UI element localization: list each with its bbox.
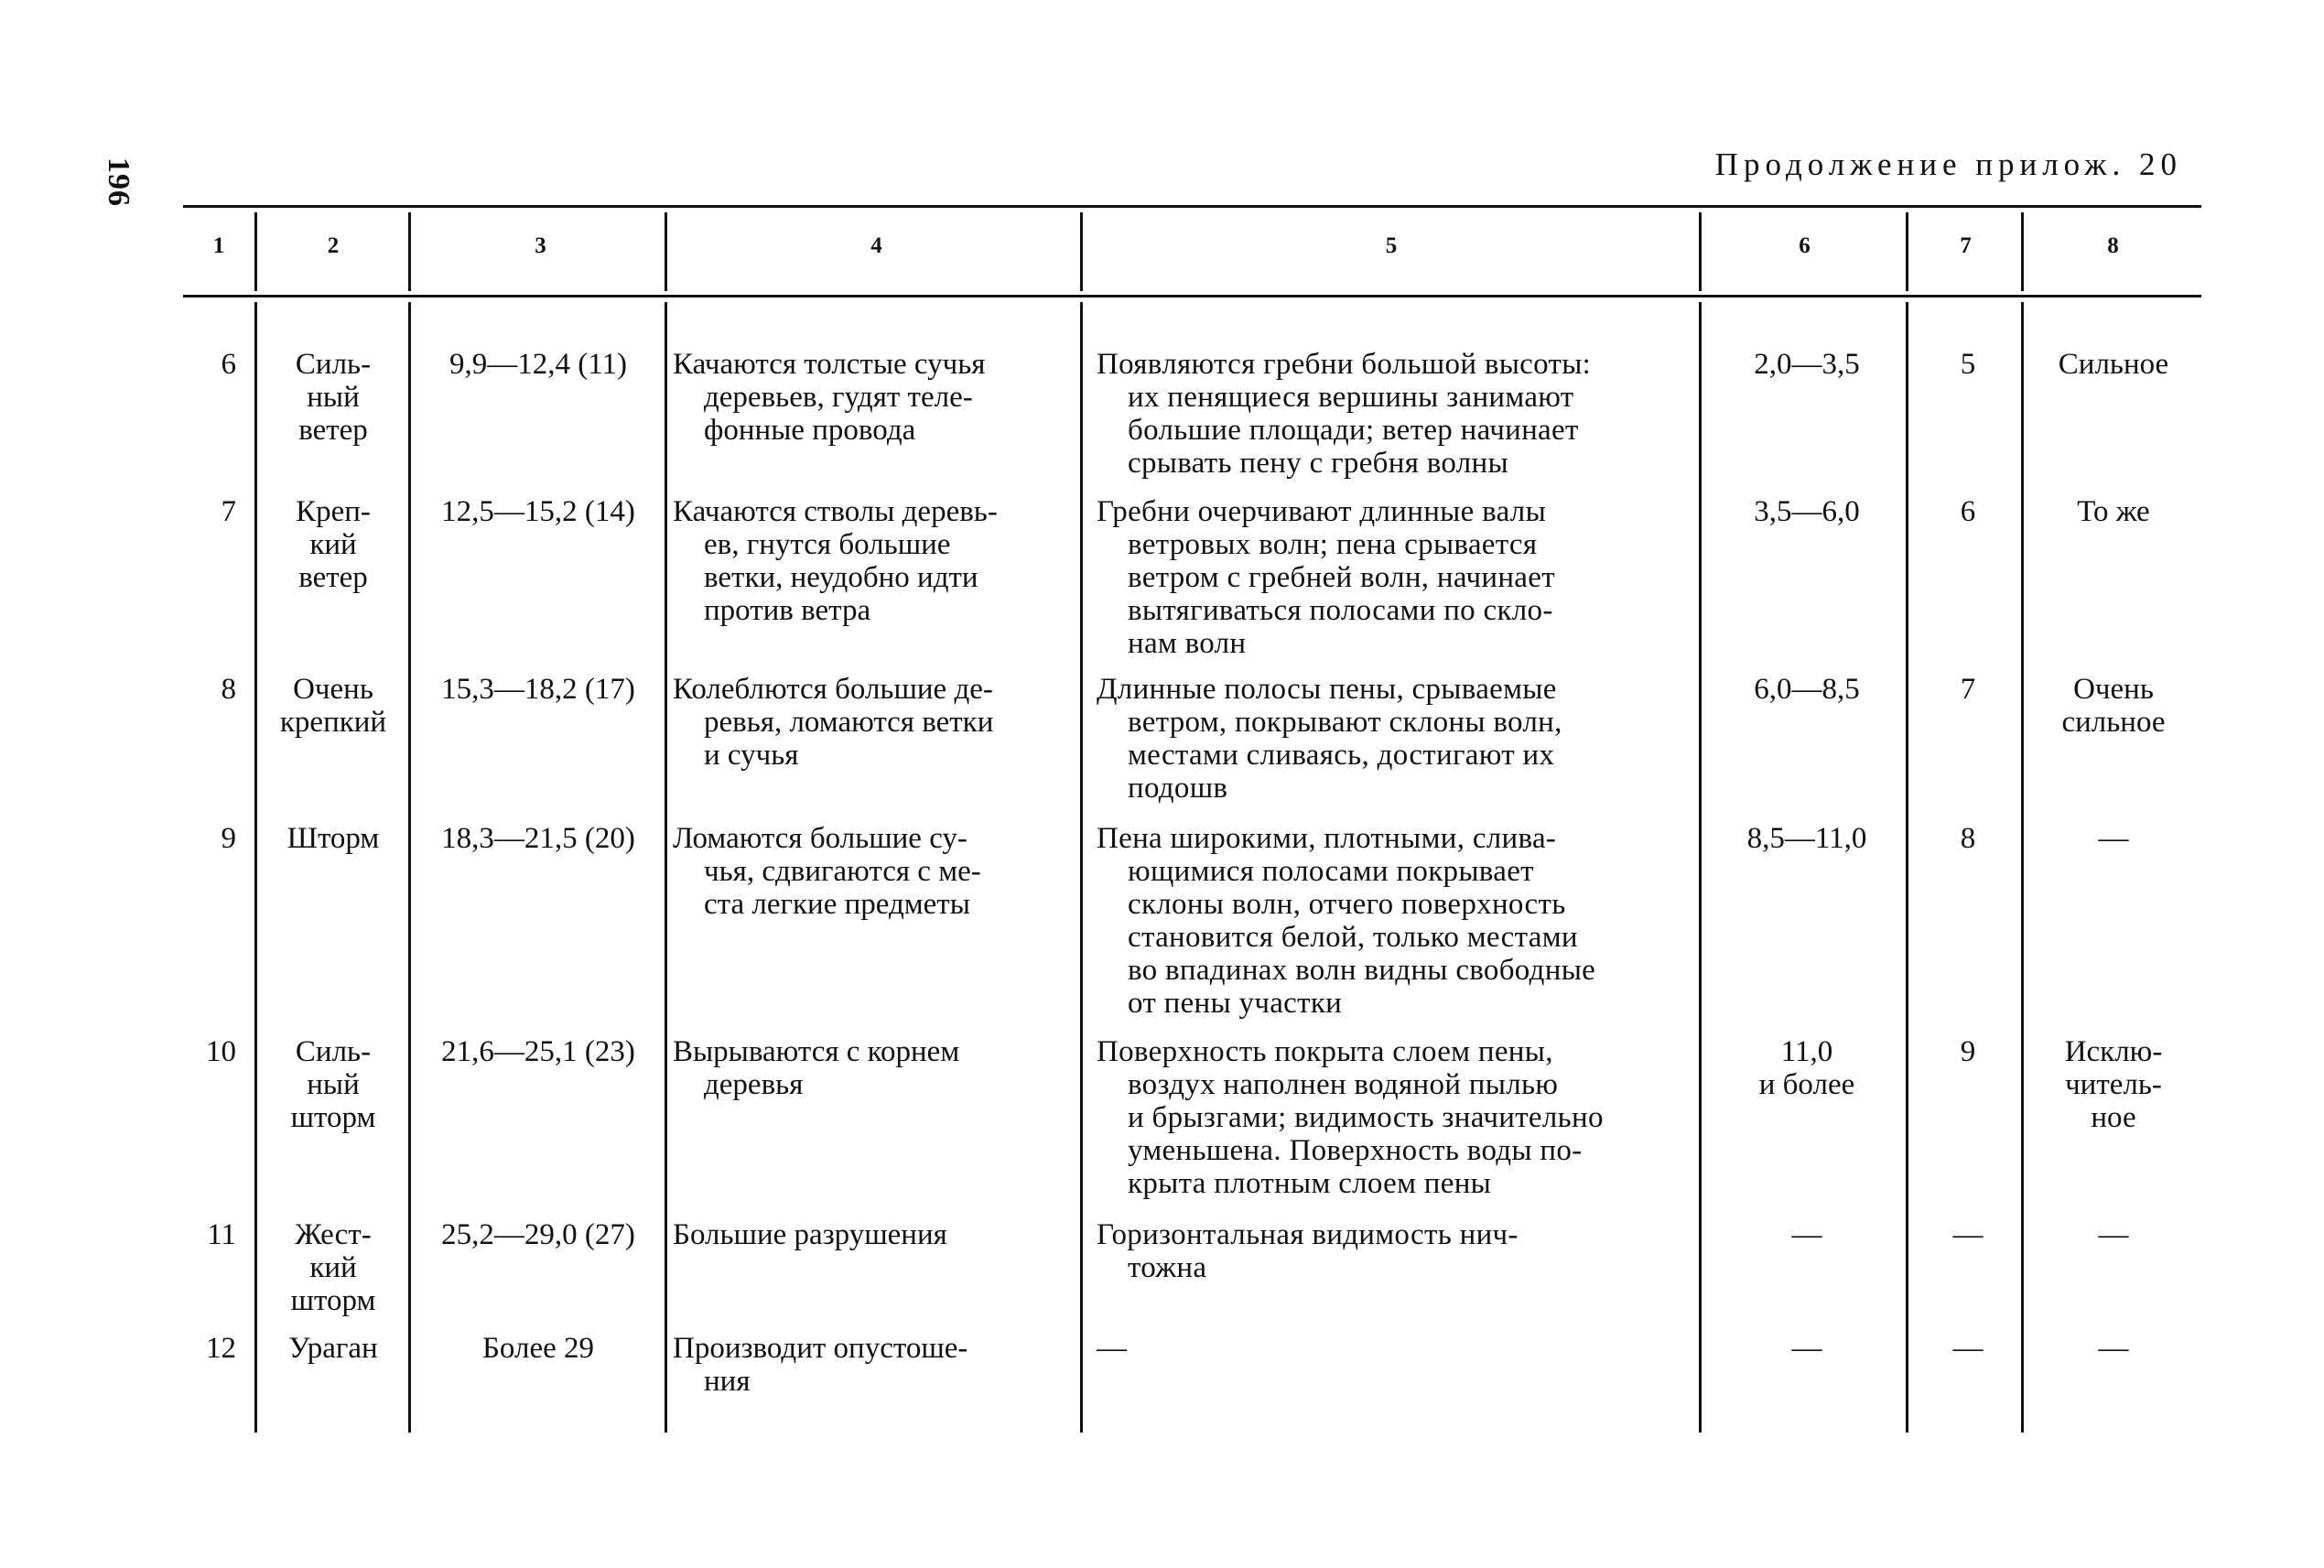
wind-name-line: ный xyxy=(307,1068,360,1101)
sea-state-line: Очень xyxy=(2073,673,2154,706)
row-number-cell xyxy=(183,673,254,706)
sea-score-cell xyxy=(1913,822,2023,855)
sea-signs-line: подошв xyxy=(1128,772,1228,805)
sea-signs-line: уменьшена. Поверхность воды по- xyxy=(1128,1134,1583,1167)
sea-signs-line: ветровых волн; пена срывается xyxy=(1128,528,1538,561)
wind-name-cell xyxy=(258,1332,408,1365)
row-number-cell xyxy=(183,495,254,528)
sea-signs-line: Гребни очерчивают длинные валы xyxy=(1097,495,1547,528)
wind-speed-line: 25,2—29,0 (27) xyxy=(441,1218,635,1251)
row-number-line: 12 xyxy=(206,1332,236,1365)
sea-score-line: — xyxy=(1952,1218,1984,1251)
land-signs-line: Качаются стволы деревь- xyxy=(673,495,998,528)
wave-height-cell xyxy=(1706,822,1908,855)
sea-score-line: 9 xyxy=(1960,1035,1976,1068)
sea-signs-line: становится белой, только местами xyxy=(1128,921,1578,954)
column-divider-2-head xyxy=(408,212,411,291)
wave-height-line: — xyxy=(1791,1218,1822,1251)
table-top-rule xyxy=(183,205,2201,208)
sea-state-line: — xyxy=(2098,1218,2129,1251)
wave-height-cell xyxy=(1706,348,1908,381)
wave-height-cell xyxy=(1706,1035,1908,1101)
sea-state-line: сильное xyxy=(2061,706,2166,739)
land-signs-line: ревья, ломаются ветки xyxy=(704,706,994,739)
sea-signs-cell xyxy=(1097,673,1693,805)
sea-signs-line: местами сливаясь, достигают их xyxy=(1128,739,1555,772)
sea-signs-line: ющимися полосами покрывает xyxy=(1128,855,1534,888)
land-signs-line: Колеблются большие де- xyxy=(673,673,993,706)
column-divider-5-body xyxy=(1699,302,1702,1433)
land-signs-line: деревья xyxy=(704,1068,804,1101)
column-divider-6-body xyxy=(1906,302,1908,1433)
land-signs-line: против ветра xyxy=(704,594,871,627)
sea-signs-cell xyxy=(1097,495,1693,660)
land-signs-cell xyxy=(673,1332,1076,1398)
sea-signs-line: ветром, покрывают склоны волн, xyxy=(1128,706,1562,739)
wave-height-line: 11,0 xyxy=(1780,1035,1833,1068)
sea-state-cell xyxy=(2027,495,2200,528)
wind-speed-cell xyxy=(412,495,665,528)
sea-signs-line: от пены участки xyxy=(1128,987,1343,1020)
sea-score-cell xyxy=(1913,348,2023,381)
wave-height-cell xyxy=(1706,1332,1908,1365)
wind-name-line: кий xyxy=(309,1251,357,1284)
land-signs-line: ния xyxy=(704,1365,751,1398)
land-signs-line: деревьев, гудят теле- xyxy=(704,381,973,414)
sea-signs-line: их пенящиеся вершины занимают xyxy=(1128,381,1574,414)
sea-signs-line: тожна xyxy=(1128,1251,1207,1284)
wind-name-line: Жест- xyxy=(295,1218,372,1251)
wind-name-cell xyxy=(258,495,408,594)
column-header-3: 3 xyxy=(535,233,546,258)
row-number-line: 11 xyxy=(207,1218,236,1251)
wind-name-line: ветер xyxy=(298,561,368,594)
land-signs-cell xyxy=(673,673,1076,772)
sea-signs-cell xyxy=(1097,1035,1693,1200)
wave-height-line: 6,0—8,5 xyxy=(1754,673,1860,706)
column-header-6: 6 xyxy=(1799,233,1811,258)
column-divider-5-head xyxy=(1699,212,1702,291)
sea-signs-cell xyxy=(1097,1218,1693,1284)
wind-name-cell xyxy=(258,1218,408,1317)
row-number-cell xyxy=(183,822,254,855)
wind-speed-line: 15,3—18,2 (17) xyxy=(441,673,635,706)
row-number-line: 7 xyxy=(221,495,236,528)
wind-name-line: Силь- xyxy=(295,348,372,381)
sea-state-line: читель- xyxy=(2065,1068,2162,1101)
wind-speed-cell xyxy=(412,1035,665,1068)
sea-state-cell xyxy=(2027,1332,2200,1365)
column-header-2: 2 xyxy=(327,233,340,258)
sea-state-cell xyxy=(2027,348,2200,381)
column-divider-1-body xyxy=(254,302,257,1433)
sea-score-line: 8 xyxy=(1960,822,1976,855)
wind-speed-cell xyxy=(412,348,665,381)
sea-score-line: 5 xyxy=(1960,348,1976,381)
sea-signs-line: Поверхность покрыта слоем пены, xyxy=(1097,1035,1553,1068)
sea-state-line: То же xyxy=(2077,495,2150,528)
wind-speed-line: Более 29 xyxy=(481,1332,595,1365)
wave-height-line: 3,5—6,0 xyxy=(1754,495,1860,528)
wind-speed-line: 18,3—21,5 (20) xyxy=(441,822,635,855)
wind-name-line: крепкий xyxy=(279,706,387,739)
row-number-line: 9 xyxy=(221,822,236,855)
sea-signs-line: склоны волн, отчего поверхность xyxy=(1128,888,1566,921)
wind-name-line: Креп- xyxy=(296,495,371,528)
sea-score-cell xyxy=(1913,1332,2023,1365)
sea-state-cell xyxy=(2027,1218,2200,1251)
sea-state-line: Исклю- xyxy=(2064,1035,2163,1068)
sea-signs-cell xyxy=(1097,822,1693,1020)
sea-signs-line: воздух наполнен водяной пылью xyxy=(1128,1068,1559,1101)
wind-name-cell xyxy=(258,1035,408,1134)
sea-signs-line: — xyxy=(1097,1332,1128,1365)
row-number-cell xyxy=(183,348,254,381)
row-number-line: 6 xyxy=(221,348,236,381)
wind-name-line: ветер xyxy=(298,414,368,447)
wind-name-line: Ураган xyxy=(288,1332,378,1365)
land-signs-line: ветки, неудобно идти xyxy=(704,561,978,594)
header-bottom-rule xyxy=(183,295,2201,297)
wind-speed-cell xyxy=(412,1218,665,1251)
wind-speed-cell xyxy=(412,1332,665,1365)
sea-signs-line: Длинные полосы пены, срываемые xyxy=(1097,673,1557,706)
sea-signs-cell xyxy=(1097,348,1693,480)
column-header-5: 5 xyxy=(1385,233,1398,258)
sea-signs-line: во впадинах волн видны свободные xyxy=(1128,954,1596,987)
sea-signs-line: ветром с гребней волн, начинает xyxy=(1128,561,1555,594)
column-header-4: 4 xyxy=(870,233,882,258)
land-signs-line: и сучья xyxy=(704,739,799,772)
wind-name-cell xyxy=(258,673,408,739)
wind-speed-line: 12,5—15,2 (14) xyxy=(441,495,635,528)
sea-signs-line: нам волн xyxy=(1128,627,1247,660)
wave-height-line: и более xyxy=(1758,1068,1855,1101)
page-number: 196 xyxy=(102,157,135,207)
wind-speed-cell xyxy=(412,822,665,855)
column-divider-3-body xyxy=(665,302,667,1433)
sea-score-line: — xyxy=(1952,1332,1984,1365)
wind-name-line: шторм xyxy=(290,1101,376,1134)
column-divider-2-body xyxy=(408,302,411,1433)
wave-height-line: — xyxy=(1791,1332,1822,1365)
land-signs-cell xyxy=(673,348,1076,447)
sea-state-line: ное xyxy=(2091,1101,2136,1134)
continuation-title: Продолжение прилож. 20 xyxy=(1714,146,2182,182)
land-signs-cell xyxy=(673,1035,1076,1101)
land-signs-cell xyxy=(673,1218,1076,1251)
wind-speed-cell xyxy=(412,673,665,706)
wind-name-line: ный xyxy=(307,381,360,414)
row-number-cell xyxy=(183,1218,254,1251)
sea-score-line: 7 xyxy=(1960,673,1976,706)
wind-name-cell xyxy=(258,822,408,855)
wind-name-cell xyxy=(258,348,408,447)
sea-state-line: — xyxy=(2098,822,2129,855)
wind-name-line: Шторм xyxy=(286,822,380,855)
wind-speed-line: 9,9—12,4 (11) xyxy=(449,348,627,381)
wave-height-line: 8,5—11,0 xyxy=(1746,822,1867,855)
sea-signs-line: большие площади; ветер начинает xyxy=(1128,414,1579,447)
sea-signs-line: Пена широкими, плотными, слива- xyxy=(1097,822,1557,855)
wind-speed-line: 21,6—25,1 (23) xyxy=(441,1035,635,1068)
land-signs-line: фонные провода xyxy=(704,414,916,447)
column-divider-4-head xyxy=(1080,212,1083,291)
land-signs-cell xyxy=(673,495,1076,627)
land-signs-line: Производит опустоше- xyxy=(673,1332,968,1365)
sea-score-cell xyxy=(1913,1035,2023,1068)
column-divider-1-head xyxy=(254,212,257,291)
row-number-cell xyxy=(183,1035,254,1068)
land-signs-cell xyxy=(673,822,1076,921)
sea-signs-cell xyxy=(1097,1332,1693,1365)
land-signs-line: чья, сдвигаются с ме- xyxy=(704,855,981,888)
wave-height-cell xyxy=(1706,1218,1908,1251)
sea-state-cell xyxy=(2027,1035,2200,1134)
sea-signs-line: Появляются гребни большой высоты: xyxy=(1097,348,1592,381)
column-header-1: 1 xyxy=(212,233,225,258)
wave-height-line: 2,0—3,5 xyxy=(1754,348,1860,381)
wind-name-line: кий xyxy=(309,528,357,561)
sea-state-line: Сильное xyxy=(2058,348,2169,381)
sea-score-cell xyxy=(1913,495,2023,528)
land-signs-line: ста легкие предметы xyxy=(704,888,970,921)
sea-state-line: — xyxy=(2098,1332,2129,1365)
sea-score-cell xyxy=(1913,673,2023,706)
wind-name-line: Очень xyxy=(293,673,373,706)
column-divider-4-body xyxy=(1080,302,1083,1433)
land-signs-line: ев, гнутся большие xyxy=(704,528,951,561)
column-divider-7-body xyxy=(2021,302,2024,1433)
sea-score-line: 6 xyxy=(1960,495,1976,528)
row-number-cell xyxy=(183,1332,254,1365)
sea-state-cell xyxy=(2027,673,2200,739)
wind-name-line: шторм xyxy=(290,1284,376,1317)
sea-signs-line: крыта плотным слоем пены xyxy=(1128,1167,1492,1200)
sea-score-cell xyxy=(1913,1218,2023,1251)
wave-height-cell xyxy=(1706,495,1908,528)
sea-signs-line: и брызгами; видимость значительно xyxy=(1128,1101,1604,1134)
row-number-line: 10 xyxy=(206,1035,236,1068)
sea-state-cell xyxy=(2027,822,2200,855)
land-signs-line: Ломаются большие су- xyxy=(673,822,967,855)
column-header-8: 8 xyxy=(2107,233,2119,258)
sea-signs-line: Горизонтальная видимость нич- xyxy=(1097,1218,1519,1251)
land-signs-line: Большие разрушения xyxy=(673,1218,947,1251)
wind-name-line: Силь- xyxy=(295,1035,372,1068)
land-signs-line: Качаются толстые сучья xyxy=(673,348,986,381)
land-signs-line: Вырываются с корнем xyxy=(673,1035,960,1068)
wave-height-cell xyxy=(1706,673,1908,706)
column-header-7: 7 xyxy=(1960,233,1972,258)
sea-signs-line: срывать пену с гребня волны xyxy=(1128,447,1508,480)
sea-signs-line: вытягиваться полосами по скло- xyxy=(1128,594,1553,627)
row-number-line: 8 xyxy=(221,673,236,706)
